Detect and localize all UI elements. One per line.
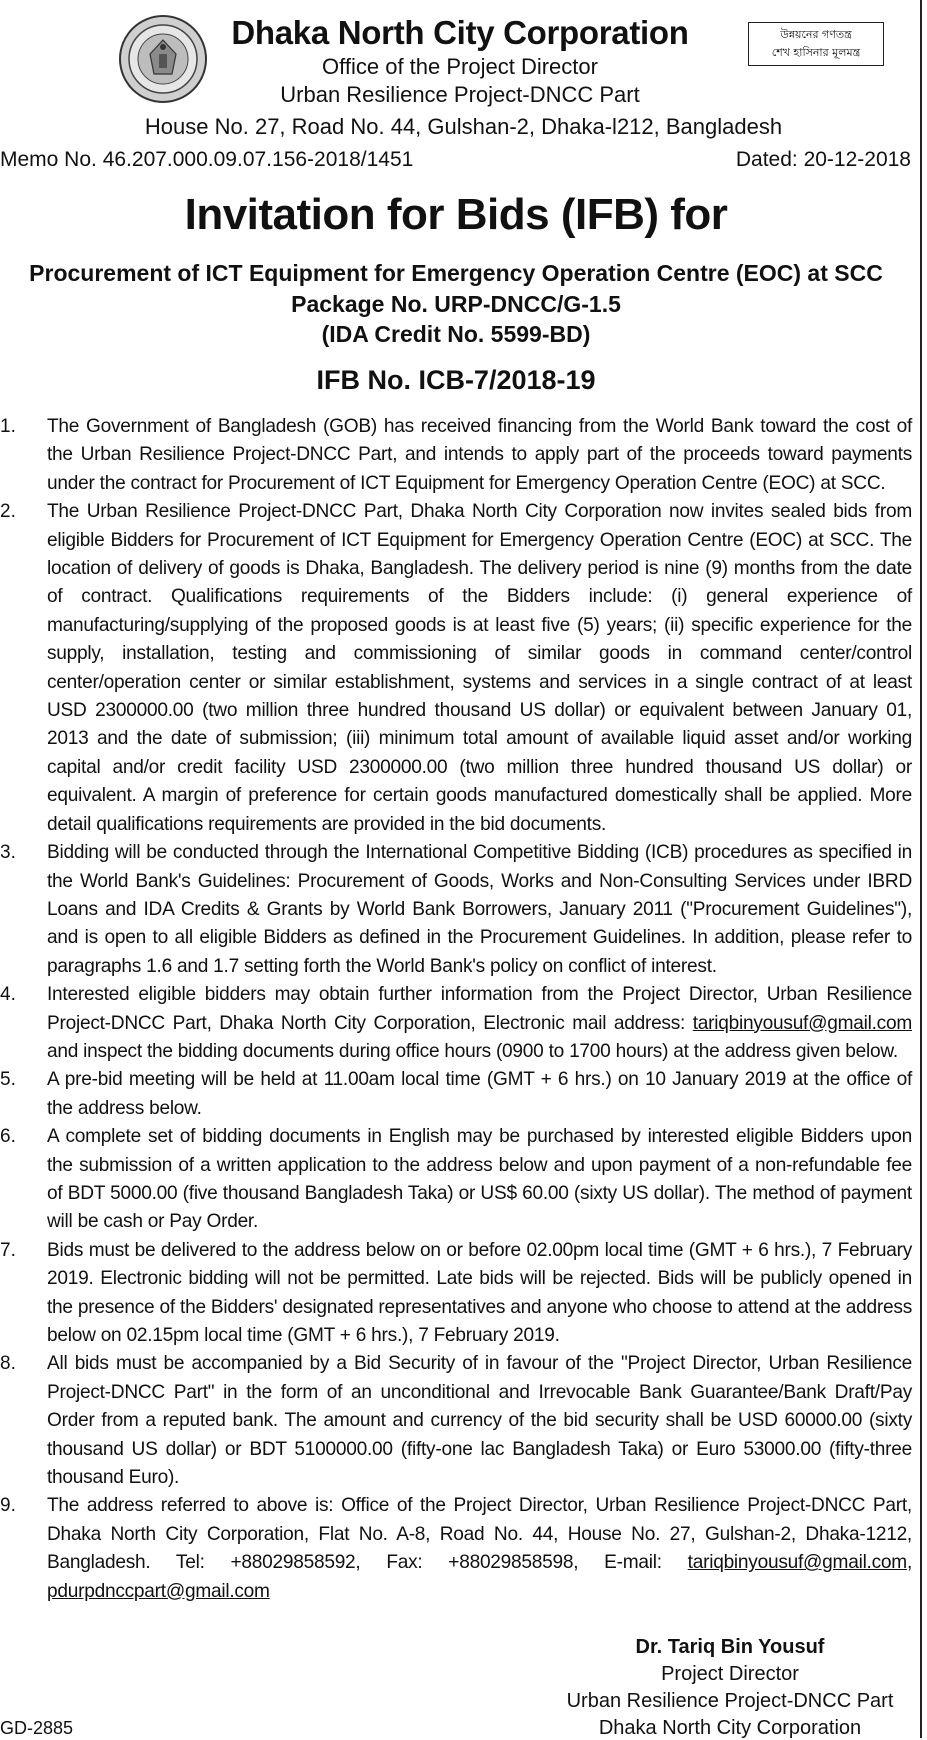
email-link[interactable]: tariqbinyousuf@gmail.com [692,1012,912,1034]
office-name: Office of the Project Director [322,54,598,79]
email-link-secondary[interactable]: pdurpdnccpart@gmail.com [47,1580,270,1602]
signatory-organization: Dhaka North City Corporation [598,1717,862,1739]
clause-text: Bids must be delivered to the address below on or before 02.00pm local time (GMT + 6 hrs.), 7 February 2019. Electronic bidding will not be permitted. Late bids will be rejected. Bids will be publicly opened in the presence of the Bidders' designated representatives and anyone who choose to attend at the address below on 02.15pm local time (GMT + 6 hrs.), 7 February 2019. [47,1239,912,1346]
clause-5 [0,1066,912,1123]
credit-number: (IDA Credit No. 5599-BD) [321,321,591,347]
clause-text-part: The address referred to above is: Office of the Project Director, Urban Resilience Project-DNCC Part, Dhaka North City Corporation, Flat No. A-8, Road No. 44, House No. 27, Gulshan-2, Dhaka-1212, Bangladesh. Tel: +88029858592, Fax: +88029858598, E-mail: [47,1495,912,1574]
clause-text: The Urban Resilience Project-DNCC Part, Dhaka North City Corporation now invites sealed bids from eligible Bidders for Procurement of ICT Equipment for Emergency Operation Centre (EOC) at SCC. The location of delivery of goods is Dhaka, Bangladesh. The delivery period is nine (9) months from the date of contract. Qualifications requirements of the Bidders include: (i) general experience of manufacturing/supplying of the proposed goods is at least five (5) years; (ii) specific experience for the supply, installation, testing and commissioning of similar goods in command center/control center/operation center or similar establishment, systems and services in a single contract of at least USD 2300000.00 (two million three hundred thousand US dollar) or equivalent between January 01, 2013 and the date of submission; (iii) minimum total amount of available liquid asset and/or working capital and/or credit facility USD 2300000.00 (two million three hundred thousand US dollar) or equivalent. A margin of preference for certain goods manufactured domestically shall be applied. More detail qualifications requirements are provided in the bid documents. [47,501,912,835]
clause-text [47,981,912,1066]
clause-text: A pre-bid meeting will be held at 11.00am local time (GMT + 6 hrs.) on 10 January 2019 at the office of the address below. [47,1069,912,1119]
clause-text-part: Interested eligible bidders may obtain further information from the Project Director, Urban Resilience Project-DNCC Part, Dhaka North City Corporation, Electronic mail address: [47,984,912,1034]
clause-2 [0,498,912,839]
email-separator: , [906,1552,912,1574]
clause-number: 9. [0,1495,16,1517]
ifb-number: IFB No. ICB-7/2018-19 [316,365,596,395]
clause-number: 6. [0,1126,16,1148]
clause-3 [0,839,912,981]
clause-number: 7. [0,1239,16,1261]
clause-number: 5. [0,1069,16,1091]
signatory-designation: Project Director [661,1663,799,1685]
clause-text-part: and inspect the bidding documents during office hours (0900 to 1700 hours) at the address given below. [47,1040,898,1062]
clause-1 [0,413,912,498]
publication-ref-code: GD-2885 [0,1718,74,1738]
signatory-project: Urban Resilience Project-DNCC Part [566,1690,894,1712]
clause-text [47,1492,912,1606]
clause-text: Bidding will be conducted through the International Competitive Bidding (ICB) procedures as specified in the World Bank's Guidelines: Procurement of Goods, Works and Non-Consulting Services under IBRD Loans and IDA Credits & Grants by World Bank Borrowers, January 2011 ("Procurement Guidelines"), and is open to all eligible Bidders as defined in the Procurement Guidelines. In addition, please refer to paragraphs 1.6 and 1.7 setting forth the World Bank's policy on conflict of interest. [47,842,912,977]
clause-text: A complete set of bidding documents in English may be purchased by interested eligible Bidders upon the submission of a written application to the address below and upon payment of a non-refundable fee of BDT 5000.00 (five thousand Bangladesh Taka) or US$ 60.00 (sixty US dollar). The method of payment will be cash or Pay Order. [47,1126,912,1233]
clause-7 [0,1237,912,1351]
clause-text: The Government of Bangladesh (GOB) has received financing from the World Bank toward the cost of the Urban Resilience Project-DNCC Part, and intends to apply part of the proceeds toward payments under the contract for Procurement of ICT Equipment for Emergency Operation Centre (EOC) at SCC. [47,416,912,494]
slogan-line-2: শেখ হাসিনার মূলমন্ত্র [771,46,861,59]
organization-name: Dhaka North City Corporation [231,14,689,51]
project-name: Urban Resilience Project-DNCC Part [280,82,640,107]
clause-4 [0,981,912,1066]
clause-number: 8. [0,1353,16,1375]
clause-number: 1. [0,416,16,437]
slogan-line-1: উন্নয়নের গণতন্ত্র [780,28,852,41]
clause-number: 3. [0,842,16,864]
clause-number: 4. [0,984,16,1006]
clause-text: All bids must be accompanied by a Bid Security of in favour of the "Project Director, Urban Resilience Project-DNCC Part" in the form of an unconditional and Irrevocable Bank Guarantee/Bank Draft/Pay Order from a reputed bank. The amount and currency of the bid security shall be USD 60000.00 (sixty thousand US dollar) or BDT 5100000.00 (fifty-one lac Bangladesh Taka) or Euro 53000.00 (fifty-three thousand Euro). [47,1353,912,1489]
package-number: Package No. URP-DNCC/G-1.5 [291,291,621,317]
procurement-subject: Procurement of ICT Equipment for Emergency Operation Centre (EOC) at SCC [29,260,883,286]
memo-number: Memo No. 46.207.000.09.07.156-2018/1451 [0,148,414,171]
clause-list [0,413,912,1606]
clause-number: 2. [0,501,16,523]
page-edge-rule [920,0,922,1738]
slogan-box [748,22,884,66]
notice-date: Dated: 20-12-2018 [735,148,911,171]
office-address: House No. 27, Road No. 44, Gulshan-2, Dhaka-l212, Bangladesh [144,114,783,139]
clause-8 [0,1350,912,1492]
notice-title: Invitation for Bids (IFB) for [184,190,728,239]
clause-9 [0,1492,912,1606]
clause-6 [0,1123,912,1237]
signatory-name: Dr. Tariq Bin Yousuf [635,1636,825,1658]
email-link[interactable]: tariqbinyousuf@gmail.com [687,1552,907,1574]
